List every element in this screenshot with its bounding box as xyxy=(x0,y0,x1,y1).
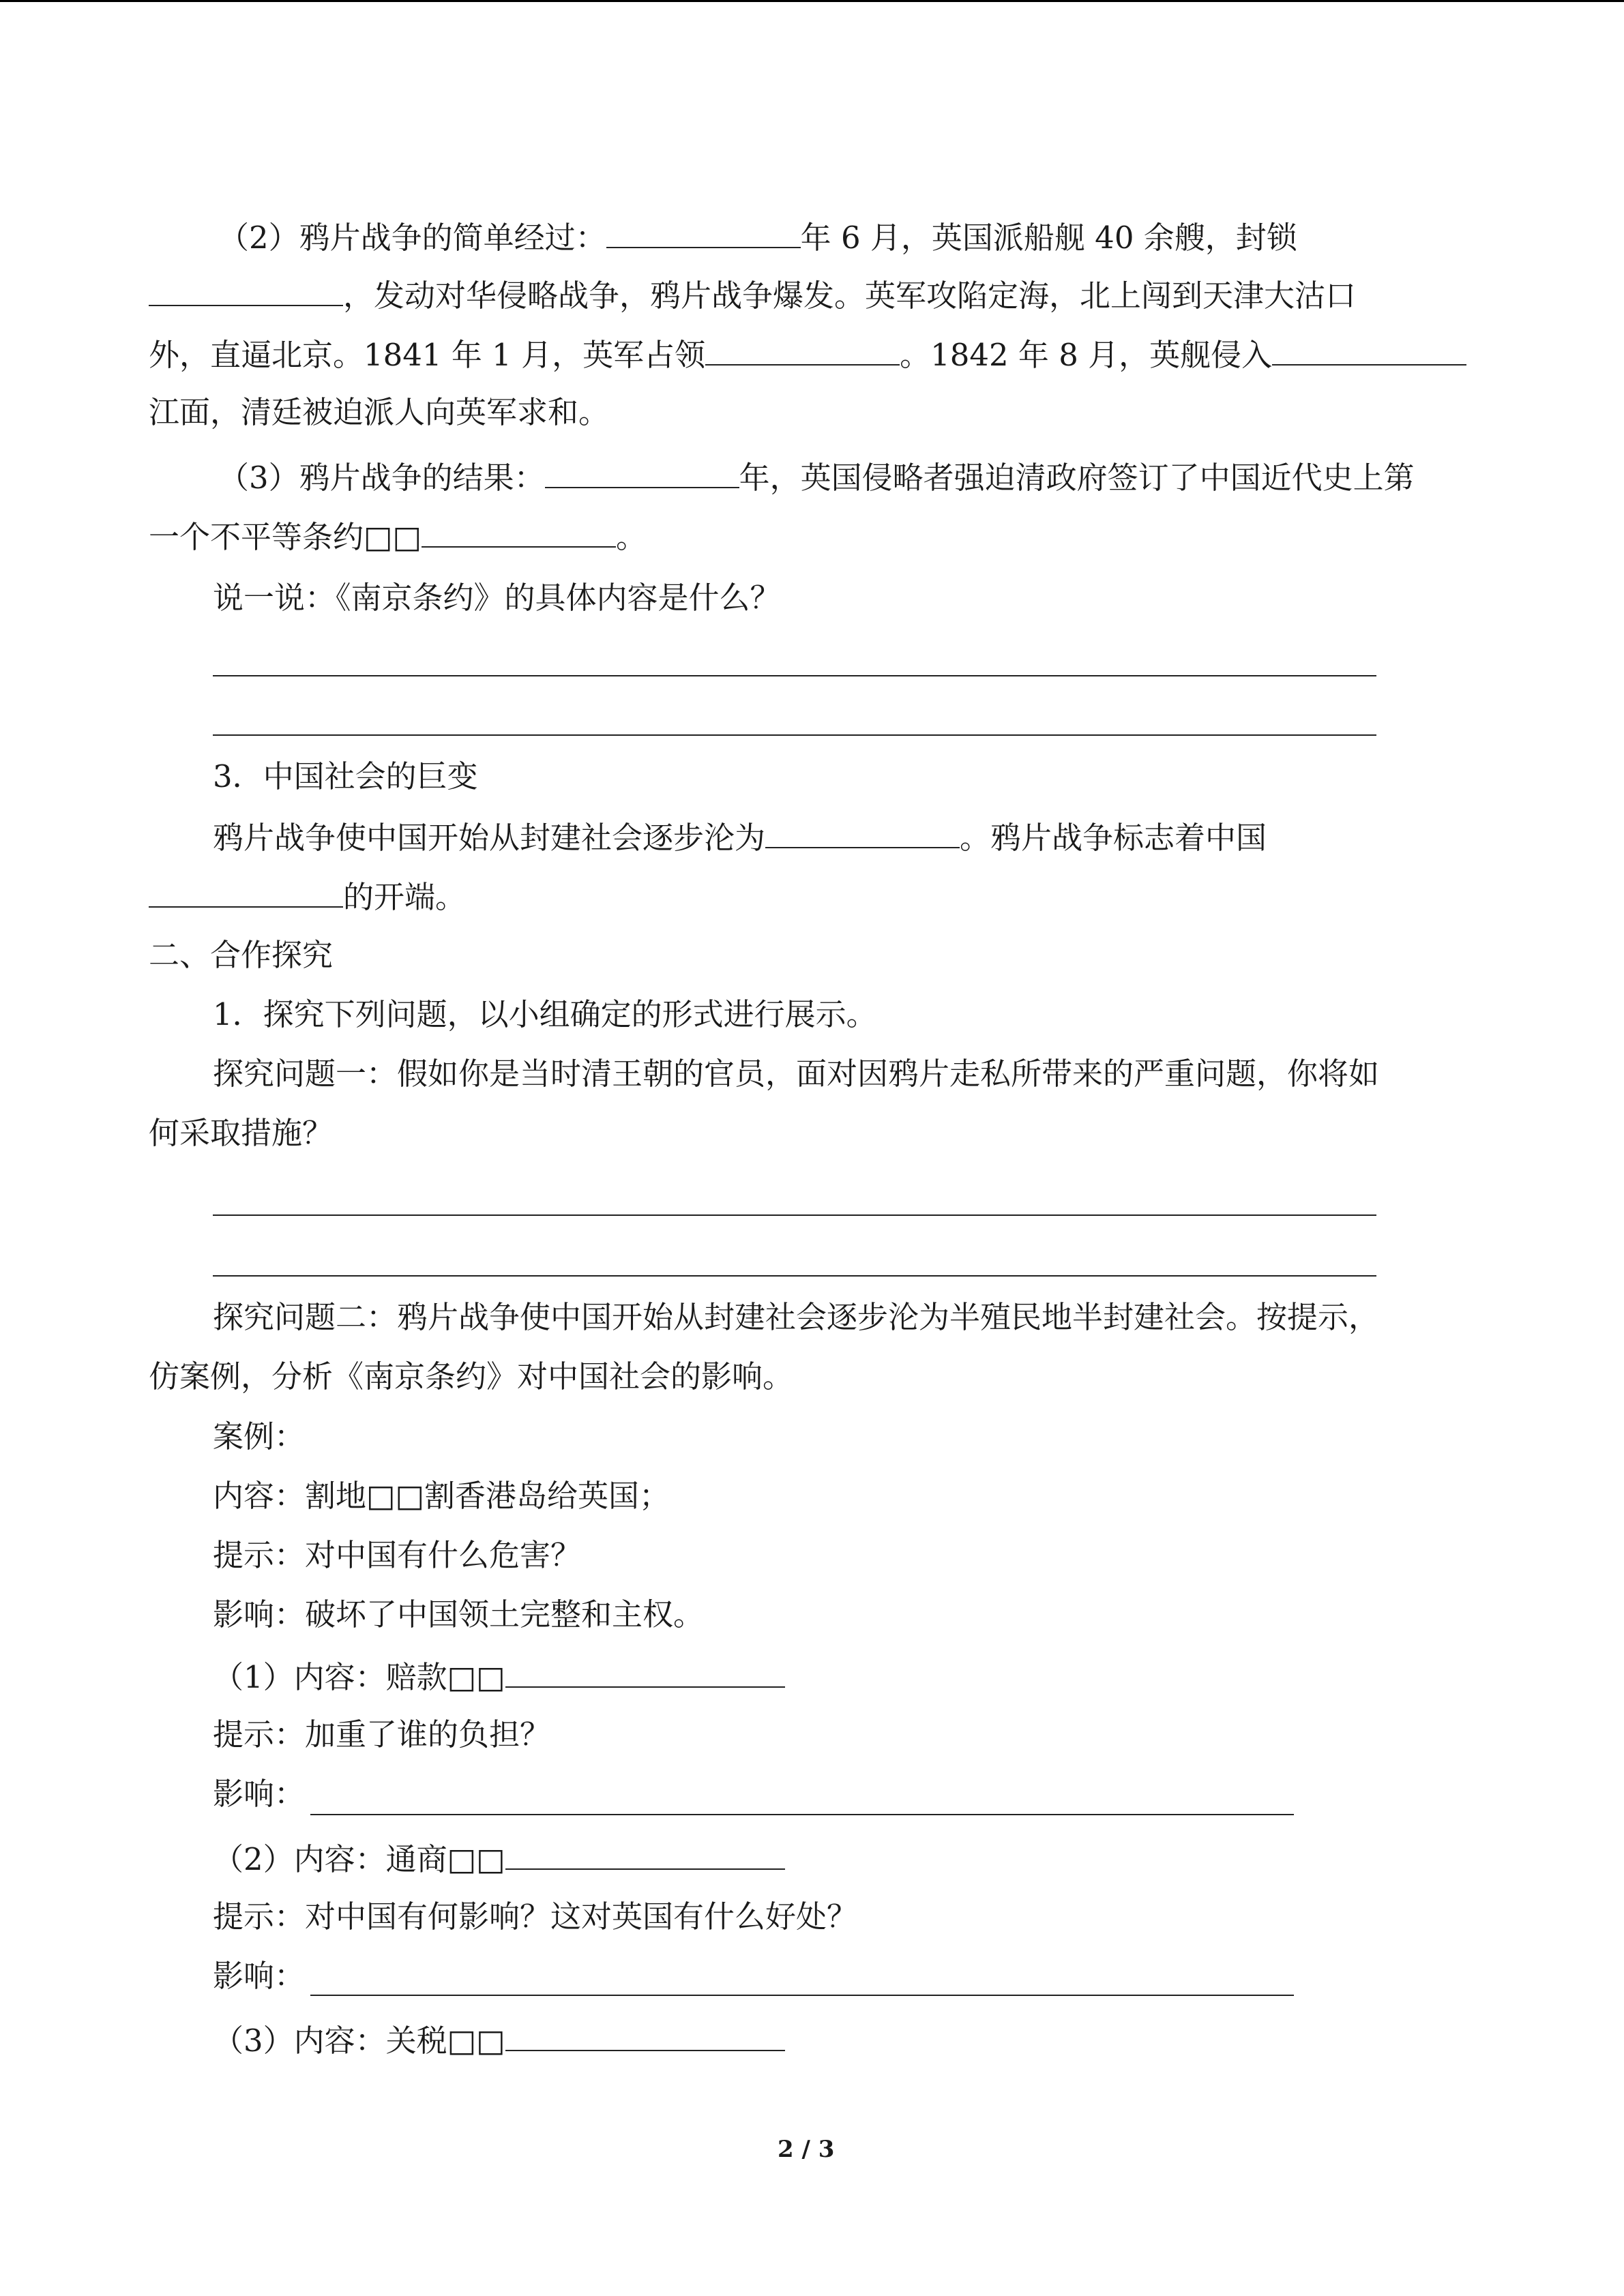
case-effect xyxy=(213,1594,704,1635)
content-2-blank[interactable] xyxy=(505,1837,785,1870)
content-3-blank[interactable] xyxy=(505,2018,785,2051)
q2-text-d: 外，直逼北京。1841 年 1 月，英军占领 xyxy=(149,337,706,373)
problem-2-line-2 xyxy=(149,1356,793,1397)
s3-line-1 xyxy=(213,816,1267,856)
content-2-text: （2）内容：通商□□ xyxy=(213,1841,505,1877)
part-2-title-text: 二、合作探究 xyxy=(149,937,334,973)
problem-2-line-1 xyxy=(213,1297,1379,1338)
case-label-text: 案例： xyxy=(213,1418,306,1455)
content-2 xyxy=(213,1837,785,1878)
content-1-blank[interactable] xyxy=(505,1655,785,1688)
occupied-blank[interactable] xyxy=(705,333,900,366)
q2-text-e: 。1842 年 8 月，英舰侵入 xyxy=(900,337,1273,373)
content-3 xyxy=(213,2018,785,2059)
effect-1-text: 影响： xyxy=(213,1776,306,1812)
answer-line-2[interactable] xyxy=(213,734,1376,736)
content-1-text: （1）内容：赔款□□ xyxy=(213,1659,505,1695)
case-content xyxy=(213,1476,670,1517)
say-prompt xyxy=(213,578,781,618)
page-number: 2 / 3 xyxy=(778,2136,835,2163)
content-3-text: （3）内容：关税□□ xyxy=(213,2023,505,2059)
effect-1-blank[interactable] xyxy=(310,1814,1294,1815)
problem-1-text-b: 何采取措施？ xyxy=(149,1115,334,1151)
q2-text-b: 年 6 月，英国派船舰 40 余艘，封锁 xyxy=(800,220,1297,256)
hint-1-text: 提示：加重了谁的负担？ xyxy=(213,1716,551,1753)
problem-1-line-2 xyxy=(149,1113,333,1154)
q2-text-f: 江面，清廷被迫派人向英军求和。 xyxy=(149,394,610,430)
case-hint-text: 提示：对中国有什么危害？ xyxy=(213,1537,582,1573)
q3-text-d: 。 xyxy=(616,519,647,555)
hint-1 xyxy=(213,1714,550,1755)
answer-line-4[interactable] xyxy=(213,1275,1376,1277)
s3-text-b: 。鸦片战争标志着中国 xyxy=(960,820,1267,856)
river-blank[interactable] xyxy=(1272,333,1466,366)
s3-text-a: 鸦片战争使中国开始从封建社会逐步沦为 xyxy=(213,820,766,856)
q3-prefix: （3）鸦片战争的结果： xyxy=(218,460,545,496)
problem-2-text-b: 仿案例，分析《南京条约》对中国社会的影响。 xyxy=(149,1358,794,1395)
q3-text-b: 年，英国侵略者强迫清政府签订了中国近代史上第 xyxy=(739,460,1415,496)
effect-2-blank[interactable] xyxy=(310,1995,1294,1996)
hint-2 xyxy=(213,1896,857,1937)
content-1 xyxy=(213,1655,785,1696)
case-content-text: 内容：割地□□割香港岛给英国； xyxy=(213,1478,670,1514)
s3-line-2 xyxy=(149,875,466,916)
year-blank[interactable] xyxy=(606,215,801,248)
top-border xyxy=(0,0,1624,2)
beginning-blank[interactable] xyxy=(149,875,343,908)
section-3-title xyxy=(213,756,478,797)
item-1-text: 1．探究下列问题，以小组确定的形式进行展示。 xyxy=(213,996,877,1032)
treaty-year-blank[interactable] xyxy=(545,456,739,488)
q2-line-3 xyxy=(149,333,1466,374)
effect-2-text: 影响： xyxy=(213,1958,306,1994)
part-2-title xyxy=(149,935,333,976)
effect-2 xyxy=(213,1956,305,1997)
blockade-blank[interactable] xyxy=(149,273,343,306)
q2-prefix: （2）鸦片战争的简单经过： xyxy=(218,220,606,256)
q2-line-1 xyxy=(218,215,1297,256)
q2-line-4 xyxy=(149,392,609,433)
q3-line-1 xyxy=(218,456,1415,496)
q3-line-2 xyxy=(149,515,647,556)
say-text: 说一说：《南京条约》的具体内容是什么？ xyxy=(213,580,781,616)
case-label xyxy=(213,1416,305,1457)
q3-text-c: 一个不平等条约□□ xyxy=(149,519,422,555)
section-3-title-text: 3．中国社会的巨变 xyxy=(213,758,478,794)
answer-line-3[interactable] xyxy=(213,1214,1376,1216)
s3-text-c: 的开端。 xyxy=(343,879,467,915)
q2-line-2 xyxy=(149,273,1356,314)
effect-1 xyxy=(213,1774,305,1815)
answer-line-1[interactable] xyxy=(213,675,1376,676)
item-1 xyxy=(213,994,877,1035)
society-blank[interactable] xyxy=(765,816,960,848)
case-effect-text: 影响：破坏了中国领土完整和主权。 xyxy=(213,1596,705,1632)
q2-text-c: ，发动对华侵略战争，鸦片战争爆发。英军攻陷定海，北上闯到天津大沽口 xyxy=(343,278,1357,314)
treaty-name-blank[interactable] xyxy=(422,515,616,548)
hint-2-text: 提示：对中国有何影响？这对英国有什么好处？ xyxy=(213,1898,858,1935)
problem-2-text-a: 探究问题二：鸦片战争使中国开始从封建社会逐步沦为半殖民地半封建社会。按提示， xyxy=(213,1299,1380,1335)
problem-1-line-1 xyxy=(213,1054,1379,1094)
case-hint xyxy=(213,1535,581,1576)
problem-1-text-a: 探究问题一：假如你是当时清王朝的官员，面对因鸦片走私所带来的严重问题，你将如 xyxy=(213,1056,1380,1092)
